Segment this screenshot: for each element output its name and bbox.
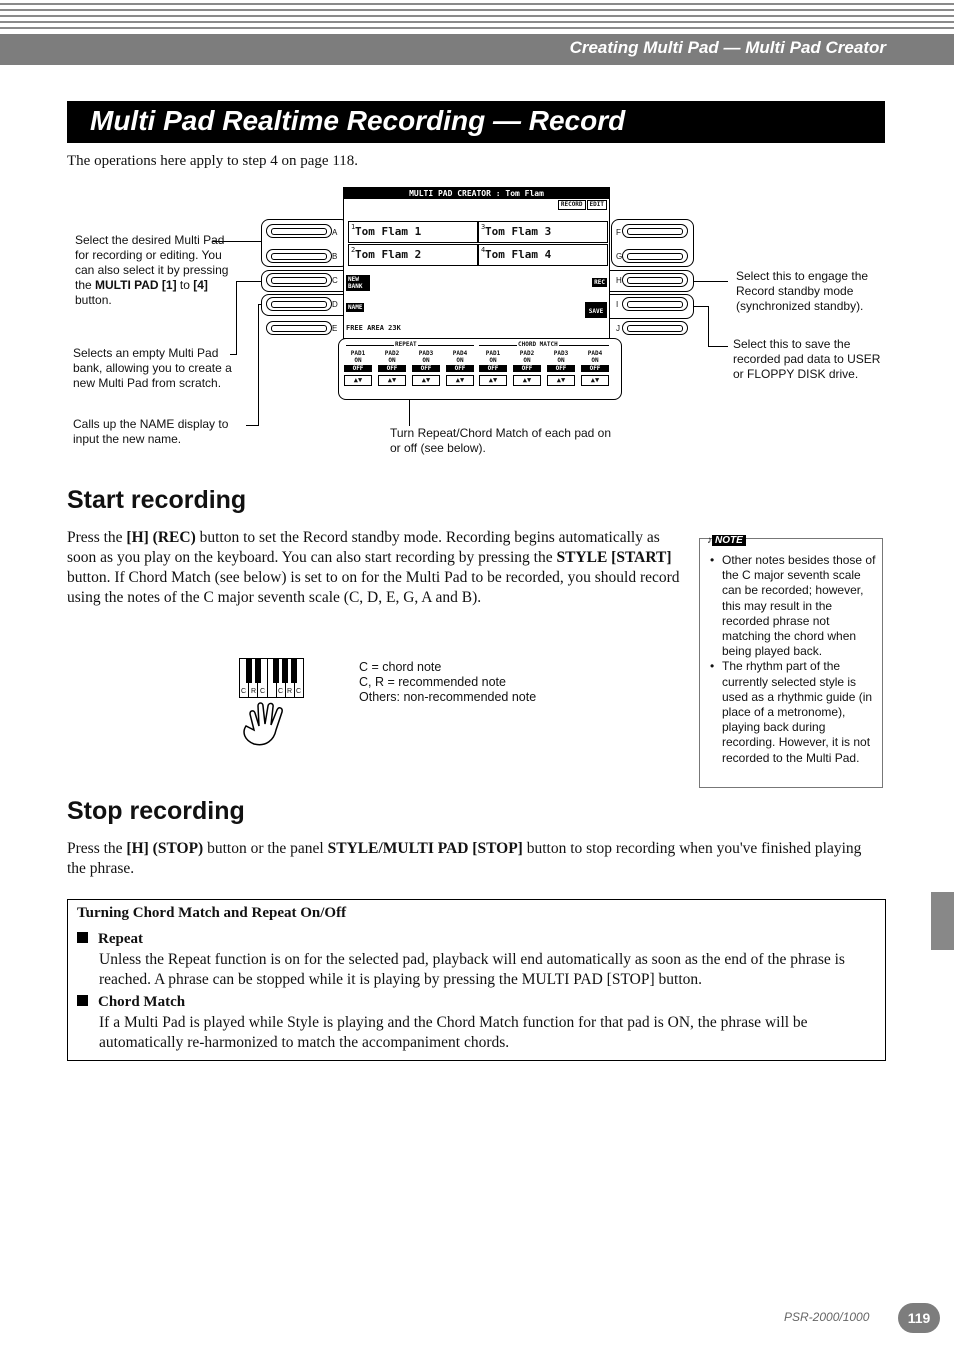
rec-button[interactable]: REC [594,279,605,286]
repeat-label: REPEAT [395,341,417,348]
tab-edit[interactable]: EDIT [587,200,607,210]
off-label: OFF [446,365,474,372]
leader-line [708,346,728,347]
pad-toggle-repeat-2[interactable] [378,350,406,386]
callout-name: Calls up the NAME display to input the new name. [73,417,229,446]
letter-f: F [616,228,621,237]
stop-paragraph [67,839,877,879]
leader-line [258,304,259,425]
off-label: OFF [412,365,440,372]
legend-line: C = chord note [359,660,442,674]
letter-d: D [332,300,338,309]
header-stripes [0,0,954,36]
repeat-heading [77,931,143,948]
pad-label: PAD1 [350,350,366,357]
pad-toggle-chord-2[interactable] [513,350,541,386]
callout-save: Select this to save the recorded pad data to USER or FLOPPY DISK drive. [733,337,881,381]
square-bullet-icon [77,995,88,1006]
leader-line [694,306,708,307]
off-label: OFF [581,365,609,372]
black-key [246,659,252,683]
black-key [255,659,261,683]
text: Press the [67,529,127,546]
button-j[interactable] [622,321,688,335]
key-legend [359,660,536,705]
callout-new-bank: Selects an empty Multi Pad bank, allowing you to create a new Multi Pad from scratch. [73,346,232,390]
letter-i: I [616,300,619,309]
key-label: C [296,688,302,695]
pad-number: 2 [351,246,356,254]
up-down-arrow-icon[interactable]: ▲▼ [412,375,440,386]
up-down-arrow-icon[interactable]: ▲▼ [581,375,609,386]
chord-match-label: CHORD MATCH [518,341,558,348]
on-label: ON [523,357,531,364]
lcd-title: MULTI PAD CREATOR : Tom Flam [344,188,609,199]
on-label: ON [489,357,497,364]
note-list [708,553,878,766]
side-tab [931,892,954,950]
off-label: OFF [547,365,575,372]
callout-repeat: Turn Repeat/Chord Match of each pad on or off (see below). [390,426,612,455]
letter-g: G [616,252,623,261]
letter-e: E [332,324,338,333]
keyboard-diagram [239,658,304,698]
up-down-arrow-icon[interactable]: ▲▼ [513,375,541,386]
pad-label: PAD2 [519,350,535,357]
on-label: ON [591,357,599,364]
pad-number: 4 [481,246,486,254]
text: Press the [67,840,127,857]
highlight-fg [611,219,694,267]
pad-label: PAD3 [418,350,434,357]
callout-bold: MULTI PAD [1] [95,278,177,292]
pad-name: Tom Flam 1 [355,225,422,238]
pad-2[interactable] [348,244,478,266]
pad-number: 3 [481,223,486,231]
key-label: R [287,688,293,695]
callout-rec: Select this to engage the Record standby mode (synchronized standby). [736,269,869,313]
pad-label: PAD4 [587,350,603,357]
text: button or the panel [203,840,328,857]
pad-name: Tom Flam 3 [485,225,552,238]
pad-name: Tom Flam 4 [485,248,552,261]
repeat-body: Unless the Repeat function is on for the selected pad, playback will end automatically as soon as the end of the phrase is reached. A phrase can be stopped while it is playing by pressing the MULTI PAD [STOP] button. [99,951,845,988]
lcd-screen [343,187,610,339]
section-label: Chord Match [98,994,186,1010]
heading-stop: Stop recording [67,797,245,825]
letter-c: C [332,276,338,285]
up-down-arrow-icon[interactable]: ▲▼ [378,375,406,386]
pad-toggle-chord-4[interactable] [581,350,609,386]
pad-toggle-repeat-4[interactable] [446,350,474,386]
chord-body: If a Multi Pad is played while Style is playing and the Chord Match function for that pad is ON, the phrase will be automatically re-harmonized to match the accompaniment chords. [99,1014,808,1051]
on-label: ON [388,357,396,364]
legend-line: C, R = recommended note [359,675,506,689]
section-title: Creating Multi Pad — Multi Pad Creator [569,38,886,57]
black-key [291,659,297,683]
pad-toggle-chord-3[interactable] [547,350,575,386]
on-label: ON [422,357,430,364]
callout-text: Select the desired Multi Pad for recording or editing. You can also select it by pressing the [75,233,229,292]
off-label: OFF [378,365,406,372]
up-down-arrow-icon[interactable]: ▲▼ [547,375,575,386]
tab-record[interactable]: RECORD [558,200,586,210]
footer-model: PSR-2000/1000 [784,1310,870,1324]
text: button to set the Record standby mode. Recording begins automatically as soon as you play on the keyboard. You can also start recording by pressing the [67,529,660,566]
up-down-arrow-icon[interactable]: ▲▼ [479,375,507,386]
callout-select-pad [75,233,240,308]
on-label: ON [557,357,565,364]
pad-toggle-chord-1[interactable] [479,350,507,386]
name-button[interactable]: NAME [348,304,363,311]
free-area: FREE AREA 23K [346,324,401,332]
button-e[interactable] [266,321,332,335]
pad-toggle-repeat-1[interactable] [344,350,372,386]
bold-text: [H] (STOP) [126,840,204,857]
leader-line [694,281,728,282]
on-label: ON [456,357,464,364]
letter-h: H [616,276,622,285]
pad-label: PAD1 [485,350,501,357]
leader-line [708,306,709,346]
save-button[interactable]: SAVE [585,302,607,318]
pad-4[interactable] [478,244,608,266]
key-label: C [260,688,266,695]
leader-line [409,400,410,426]
pad-label: PAD4 [452,350,468,357]
page-number: 119 [898,1303,940,1333]
info-title: Turning Chord Match and Repeat On/Off [77,905,347,921]
page-title: Multi Pad Realtime Recording — Record [90,105,626,136]
note-item: • The rhythm part of the currently selected style is used as a rhythmic guide (in place of a metronome), playing back during recording. However, it is not recorded to the Multi Pad. [708,659,878,765]
pad-label: PAD3 [553,350,569,357]
pad-name: Tom Flam 2 [355,248,422,261]
key-label: C [278,688,284,695]
section-label: Repeat [98,931,143,947]
note-label: NOTE [712,535,746,546]
off-label: OFF [344,365,372,372]
leader-line [258,304,261,305]
pad-number: 1 [351,223,356,231]
pad-label: PAD2 [384,350,400,357]
pad-1[interactable] [348,221,478,243]
bold-text: [H] (REC) [126,529,196,546]
letter-b: B [332,252,338,261]
letter-j: J [616,324,620,333]
letter-a: A [332,228,338,237]
hand-icon [240,700,292,748]
text: button to stop recording when you've finished playing the phrase. [67,840,862,877]
note-item: • Other notes besides those of the C major seventh scale can be recorded; however, this may result in the recorded phrase not matching the chord when being played back. [708,553,878,659]
pad-toggle-repeat-3[interactable] [412,350,440,386]
off-label: OFF [479,365,507,372]
callout-text: button. [75,293,112,307]
black-key [282,659,288,683]
pad-3[interactable] [478,221,608,243]
legend-line: Others: non-recommended note [359,690,537,704]
up-down-arrow-icon[interactable]: ▲▼ [446,375,474,386]
intro-text: The operations here apply to step 4 on page 118. [67,153,359,169]
chord-heading [77,994,185,1011]
off-label: OFF [513,365,541,372]
callout-bold: [4] [193,278,208,292]
key-label: R [251,688,257,695]
start-paragraph [67,528,682,608]
up-down-arrow-icon[interactable]: ▲▼ [344,375,372,386]
text: button. If Chord Match (see below) is set to on for the Multi Pad to be recorded, you should record using the notes of the C major seventh scale (C, D, E, G, A and B). [67,569,680,606]
black-key [273,659,279,683]
key-label: C [241,688,247,695]
lcd-tabs [557,200,607,210]
on-label: ON [354,357,362,364]
heading-start: Start recording [67,486,247,514]
note-tag: ♪ NOTE [707,535,746,546]
new-bank-button[interactable]: NEW BANK [346,275,370,291]
highlight-ab [261,219,349,267]
callout-text: to [176,278,194,292]
bold-text: STYLE/MULTI PAD [STOP] [327,840,523,857]
square-bullet-icon [77,932,88,943]
bold-text: STYLE [START] [556,549,672,566]
